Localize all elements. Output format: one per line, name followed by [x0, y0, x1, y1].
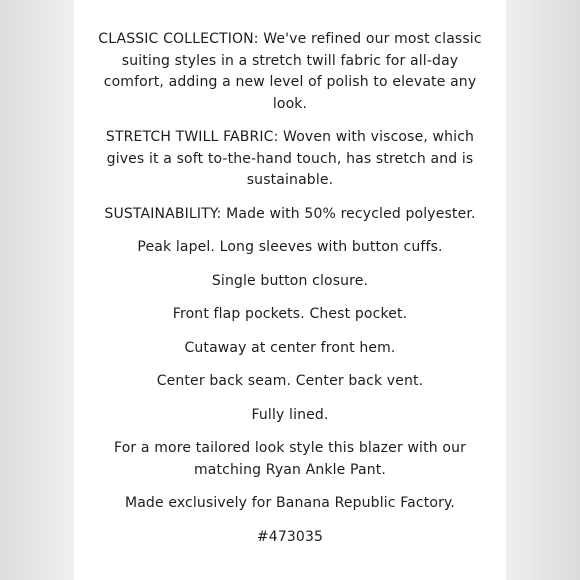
closure-line: Single button closure.: [211, 272, 369, 289]
back-seam-line: Center back seam. Center back vent.: [156, 373, 424, 389]
hem-line: Cutaway at center front hem.: [184, 339, 396, 356]
collection-paragraph: CLASSIC COLLECTION: We've refined our most classic suiting styles in a stretch twill fabric for all-day comfort, adding a new level of polish to elevate any look.: [98, 31, 482, 112]
product-number: #473035: [256, 528, 324, 545]
styling-tip-paragraph: For a more tailored look style this blazer with our matching Ryan Ankle Pant.: [114, 440, 466, 478]
lining-line: Fully lined.: [251, 406, 329, 423]
pockets-line: Front flap pockets. Chest pocket.: [172, 306, 408, 322]
sustainability-paragraph: SUSTAINABILITY: Made with 50% recycled polyester.: [104, 205, 476, 222]
product-description-panel: [74, 0, 506, 580]
fabric-paragraph: STRETCH TWILL FABRIC: Woven with viscose, which gives it a soft to-the-hand touch, has stretch and is sustainable.: [105, 129, 475, 188]
lapel-sleeves-line: Peak lapel. Long sleeves with button cuffs.: [137, 239, 443, 255]
left-background-shade: [0, 0, 74, 580]
right-background-shade: [506, 0, 580, 580]
exclusive-line: Made exclusively for Banana Republic Factory.: [124, 495, 456, 511]
